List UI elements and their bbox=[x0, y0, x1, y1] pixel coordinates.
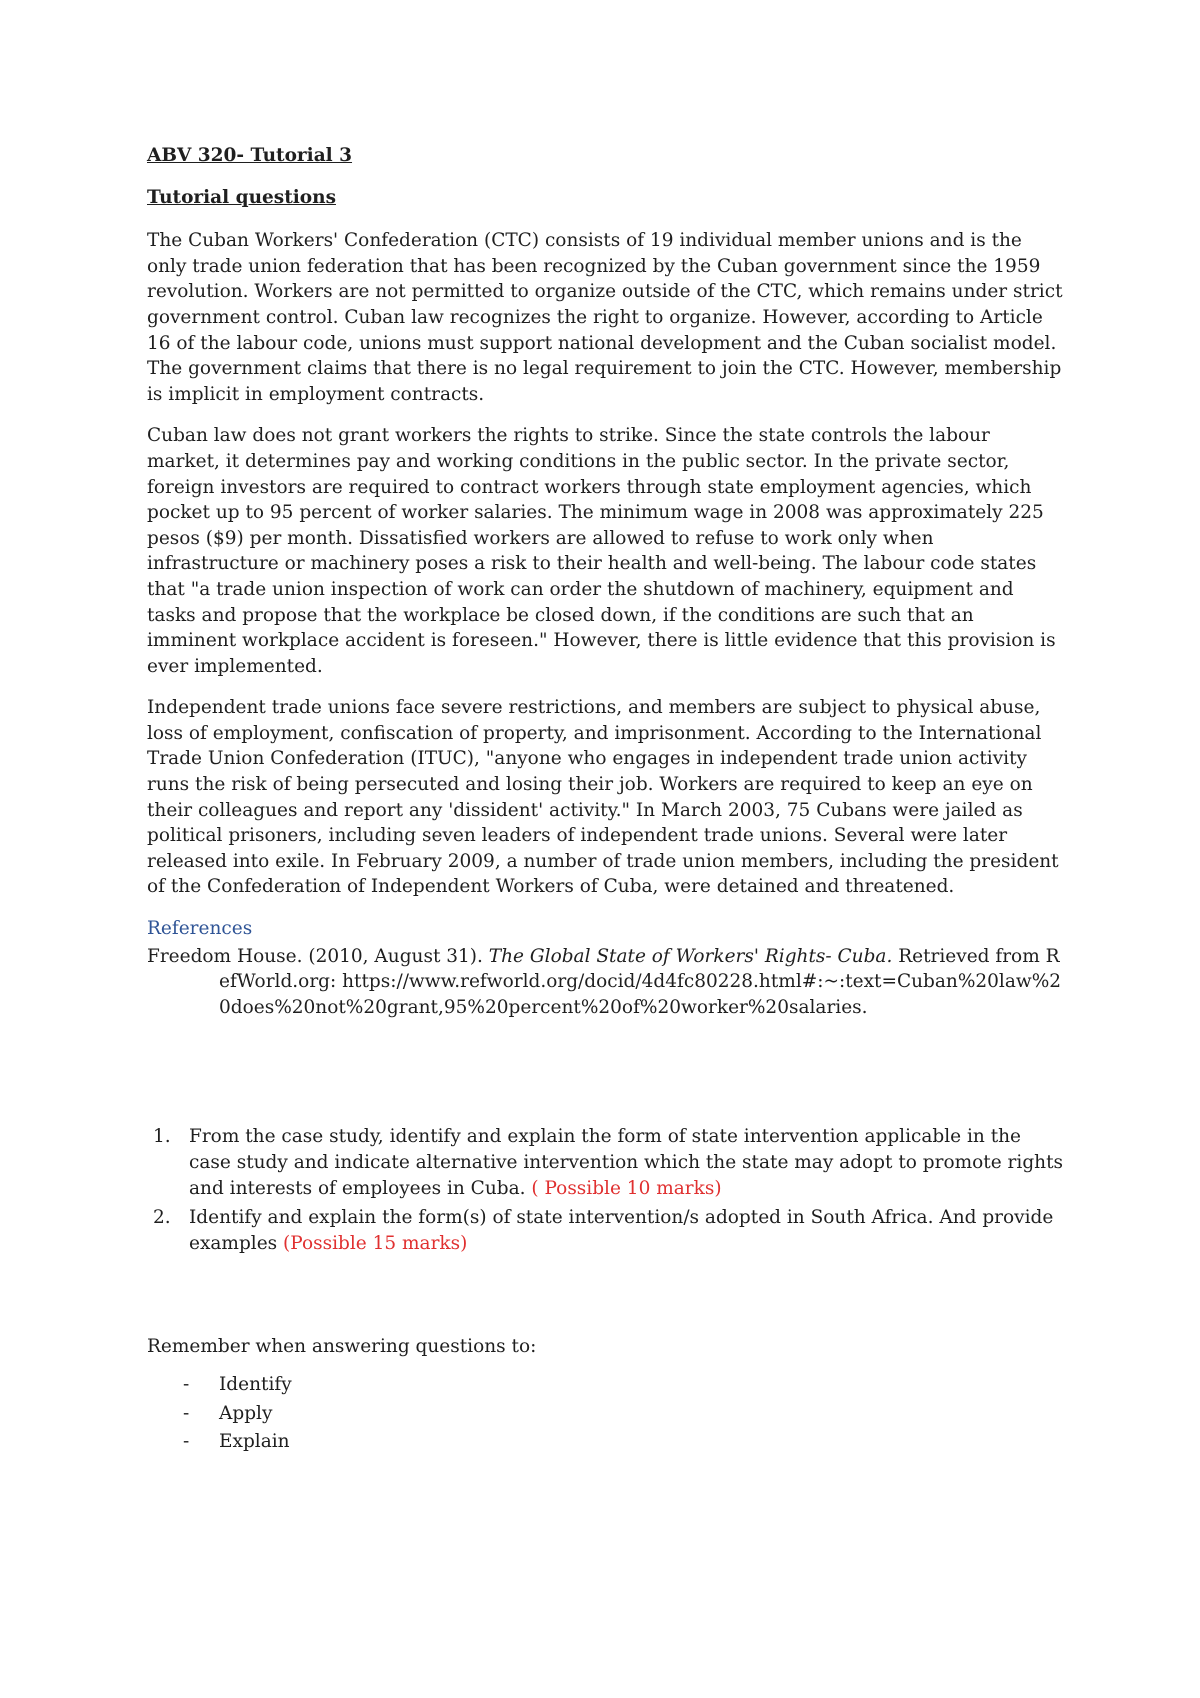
reminder-item bbox=[147, 1401, 1067, 1427]
reference-suffix: Retrieved from RefWorld.org: https://www.refworld.org/docid/4d4fc80228.html#:~:text=Cuban%20law%20does%20not%20grant,95%20percent%20of%20worker%20salaries. bbox=[219, 945, 1062, 1018]
reminder-item bbox=[147, 1372, 1067, 1398]
question-item bbox=[147, 1124, 1067, 1201]
references-heading: References bbox=[147, 918, 253, 940]
question-text: From the case study, identify and explain the form of state intervention applicable in the case study and indicate alternative intervention which the state may adopt to promote rights and interests of employees in Cuba. bbox=[189, 1126, 1064, 1199]
question-marks: ( Possible 10 marks) bbox=[525, 1177, 722, 1199]
paragraph-1: The Cuban Workers' Confederation (CTC) consists of 19 individual member unions and is the only trade union federation that has been recognized by the Cuban government since the 1959 revolution. Workers are not permitted to organize outside of the CTC, which remains under strict government control. Cuban law recognizes the right to organize. However, according to Article 16 of the labour code, unions must support national development and the Cuban socialist model. The government claims that there is no legal requirement to join the CTC. However, membership is implicit in employment contracts. bbox=[147, 230, 1063, 405]
question-marks: (Possible 15 marks) bbox=[277, 1232, 468, 1254]
paragraph-2: Cuban law does not grant workers the rights to strike. Since the state controls the labour market, it determines pay and working conditions in the public sector. In the private sector, foreign investors are required to contract workers through state employment agencies, which pocket up to 95 percent of worker salaries. The minimum wage in 2008 was approximately 225 pesos ($9) per month. Dissatisfied workers are allowed to refuse to work only when infrastructure or machinery poses a risk to their health and well-being. The labour code states that "a trade union inspection of work can order the shutdown of machinery, equipment and tasks and propose that the workplace be closed down, if the conditions are such that an imminent workplace accident is foreseen." However, there is little evidence that this provision is ever implemented. bbox=[147, 425, 1056, 677]
question-number: 1. bbox=[153, 1126, 171, 1148]
section-heading: Tutorial questions bbox=[147, 186, 336, 208]
reference-entry bbox=[147, 944, 1067, 1021]
reference-prefix: Freedom House. (2010, August 31). bbox=[147, 945, 489, 967]
reminder-item-label: Apply bbox=[219, 1402, 273, 1424]
question-number: 2. bbox=[153, 1207, 171, 1229]
dash-bullet: - bbox=[183, 1373, 190, 1395]
reminder-item-label: Explain bbox=[219, 1431, 290, 1453]
paragraph-3: Independent trade unions face severe restrictions, and members are subject to physical abuse, loss of employment, confiscation of property, and imprisonment. According to the International Trade Union Confederation (ITUC), "anyone who engages in independent trade union activity runs the risk of being persecuted and losing their job. Workers are required to keep an eye on their colleagues and report any 'dissident' activity." In March 2003, 75 Cubans were jailed as political prisoners, including seven leaders of independent trade unions. Several were later released into exile. In February 2009, a number of trade union members, including the president of the Confederation of Independent Workers of Cuba, were detained and threatened. bbox=[147, 697, 1059, 898]
reminder-item-label: Identify bbox=[219, 1373, 292, 1395]
question-text: Identify and explain the form(s) of state intervention/s adopted in South Africa. And provide examples bbox=[189, 1207, 1054, 1254]
question-item bbox=[147, 1205, 1067, 1256]
reminder-intro: Remember when answering questions to: bbox=[147, 1336, 537, 1358]
reference-title: The Global State of Workers' Rights- Cuba. bbox=[488, 945, 893, 967]
dash-bullet: - bbox=[183, 1402, 190, 1424]
question-list bbox=[147, 1124, 1067, 1256]
document-page bbox=[147, 143, 1067, 1458]
document-title: ABV 320- Tutorial 3 bbox=[147, 145, 353, 166]
reminder-list bbox=[147, 1372, 1067, 1455]
dash-bullet: - bbox=[183, 1431, 190, 1453]
reminder-item bbox=[147, 1429, 1067, 1455]
